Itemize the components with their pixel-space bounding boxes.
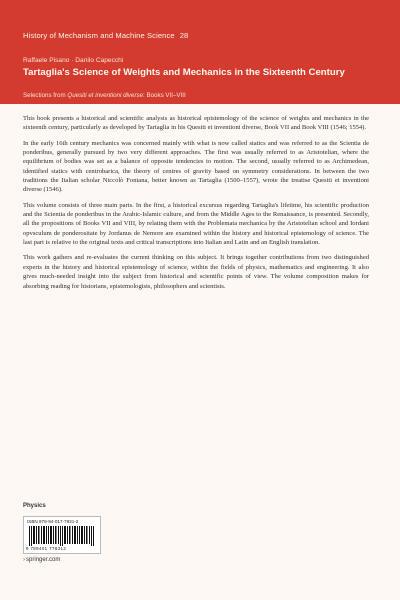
publisher-url: springer.com — [26, 557, 61, 563]
paragraph: This book presents a historical and scientific analysis as historical epistemology of the science of weights and mechanics in the sixteenth century, particularly as developed by Tartaglia in his Quesiti et inventioni diverse, Book VII and Book VIII (1546; 1554). — [23, 115, 369, 132]
header-band — [0, 0, 400, 104]
series-name: History of Mechanism and Machine Science — [23, 31, 175, 40]
subtitle-suffix: : Books VII–VIII — [143, 92, 186, 99]
series-line — [23, 31, 188, 40]
paragraph: In the early 16th century mechanics was concerned mainly with what is now called statics and was referred to as the Scientia de ponderibus, generally pursued by two very different approaches. The first was usually referred to as Aristotelian, where the equilibrium of bodies was set as a balance of opposite tendencies to motion. The second, usually referred to as Archimedean, identified statics with centrobarica, the theory of centres of gravity based on symmetry considerations. In between the two traditions the Italian scholar Niccolò Fontana, better known as Tartaglia (1500–1557), wrote the treatise Quesiti et inventioni diverse (1546). — [23, 139, 369, 194]
paragraph: This volume consists of three main parts. In the first, a historical excursus regarding Tartaglia's lifetime, his scientific production and the Scientia de ponderibus in the Arabic-Islamic culture, and from the Middle Ages to the Renaissance, is presented. Secondly, all the propositions of Books VII and VIII, by relating them with the Problemata mechanica by the Aristotelian school and Iordani opvsculum de ponderositate by Jordanus de Nemore are examined within the history and historical epistemology of science. The last part is relative to the original texts and critical transcriptions into Italian and Latin and an English translation. — [23, 201, 369, 247]
subtitle-italic: Quesiti et inventioni diverse — [67, 92, 144, 99]
book-title: Tartaglia's Science of Weights and Mechanics in the Sixteenth Century — [23, 67, 345, 78]
barcode-panel — [23, 516, 101, 554]
series-volume: 28 — [179, 31, 189, 40]
chevron-right-icon: › — [23, 557, 25, 563]
barcode-number: 9 789401 778312 — [26, 546, 67, 551]
description-text — [23, 114, 369, 297]
category-label: Physics — [23, 503, 46, 509]
description-panel — [0, 104, 400, 600]
isbn-text: ISBN 978-94-017-7831-2 — [27, 519, 79, 524]
book-subtitle — [23, 92, 186, 99]
barcode-icon — [29, 526, 95, 546]
publisher-link[interactable] — [23, 557, 60, 563]
subtitle-prefix: Selections from — [23, 92, 68, 99]
authors: Raffaele Pisano · Danilo Capecchi — [23, 57, 124, 64]
paragraph: This work gathers and re-evaluates the current thinking on this subject. It brings together contributions from two distinguished experts in the history and historical epistemology of science, within the fields of physics, mathematics and engineering. It also gives much-needed insight into the subject from historical and scientific points of view. The volume composition makes for absorbing reading for historians, epistemologists, philosophers and scientists. — [23, 254, 369, 290]
